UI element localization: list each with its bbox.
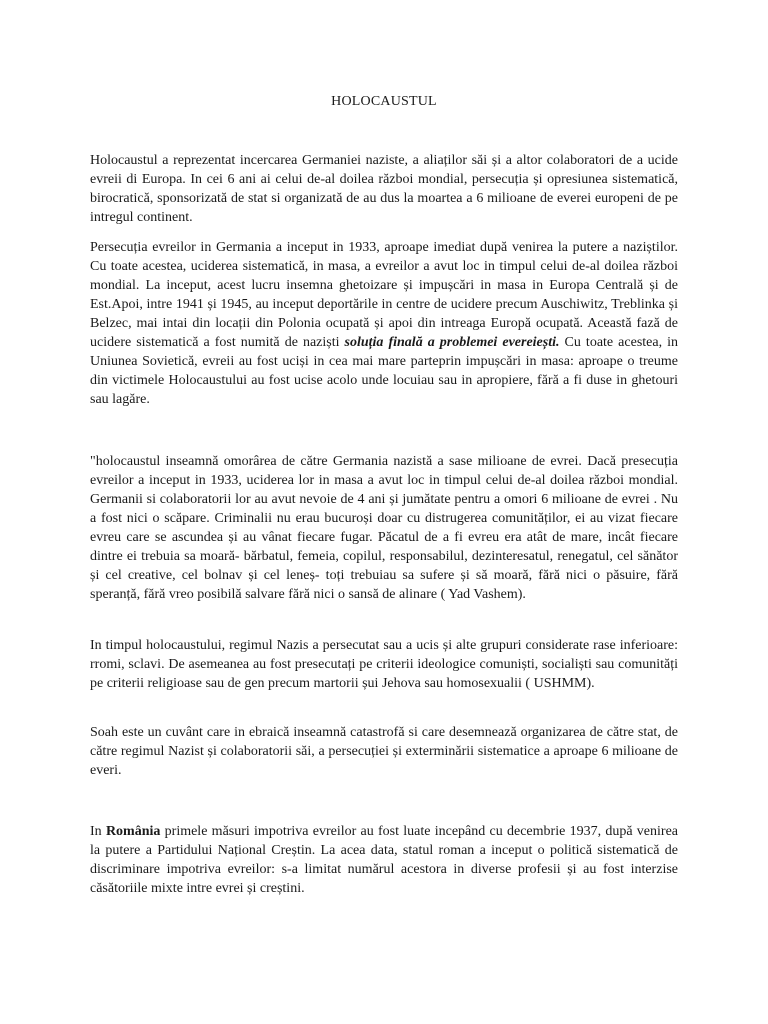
paragraph-other-groups	[90, 636, 678, 693]
paragraph-quote-yad-vashem	[90, 452, 678, 604]
paragraph-persecution	[90, 238, 678, 409]
paragraph-romania-text-a: In	[90, 824, 106, 839]
paragraph-romania-text-b: primele măsuri impotriva evreilor au fost luate incepând cu decembrie 1937, după venirea la putere a Partidului Național Creștin. La acea data, statul roman a inceput o politică sistematică de discriminare impotriva evreilor: s-a limitat numărul acestora in diverse profesii și au fost interzise căsătoriile mixte intre evrei și creștini.	[90, 824, 678, 896]
romania-emphasis: România	[105, 824, 161, 839]
document-title: HOLOCAUSTUL	[331, 94, 437, 109]
final-solution-emphasis: soluția finală a problemei evereiești.	[344, 335, 560, 350]
paragraph-shoah	[90, 723, 678, 780]
paragraph-intro-text: Holocaustul a reprezentat incercarea Germaniei naziste, a aliaților săi și a altor colaboratori de a ucide evreii di Europa. In cei 6 ani ai celui de-al doilea război mondial, persecuția și opresiunea sistematică, birocratică, sponsorizată de stat si organizată de au dus la moartea a 6 milioane de everei europeni de pe intregul continent.	[90, 153, 678, 225]
paragraph-shoah-text: Soah este un cuvânt care in ebraică inseamnă catastrofă si care desemnează organizarea de către stat, de către regimul Nazist și colaboratorii săi, a persecuției și exterminării sistematice a aproape 6 milioane de everi.	[90, 725, 678, 778]
paragraph-intro	[90, 151, 678, 227]
paragraph-persecution-text-a: Persecuția evreilor in Germania a inceput in 1933, aproape imediat după venirea la putere a naziștilor. Cu toate acestea, uciderea sistematică, in masa, a evreilor a avut loc in timpul celui de-al doilea război mondial. La inceput, acest lucru insemna ghetoizare și impușcări in masa in Europa Centrală și de Est.Apoi, intre 1941 și 1945, au inceput deportările in centre de ucidere precum Auschiwitz, Treblinka și Belzec, mai intai din locații din Polonia ocupată și apoi din intreaga Europă ocupată. Această fază de ucidere sistematică a fost numită de naziști	[90, 240, 678, 350]
paragraph-romania	[90, 822, 678, 898]
paragraph-other-groups-text: In timpul holocaustului, regimul Nazis a persecutat sau a ucis și alte grupuri considerate rase inferioare: rromi, sclavi. De asemeanea au fost presecutați pe criterii ideologice comuniști, socialiști sau comunități pe criterii religioase sau de gen precum martorii șui Jehova sau homosexualii ( USHMM).	[90, 638, 678, 691]
paragraph-quote-text: "holocaustul inseamnă omorârea de către Germania nazistă a sase milioane de evrei. Dacă presecuția evreilor a inceput in 1933, uciderea lor in masa a avut loc in timpul celui de-al doilea război mondial. Germanii si colaboratorii lor au avut nevoie de 4 ani și jumătate pentru a omori 6 milioane de evrei . Nu a fost nici o scăpare. Criminalii nu erau bucuroși doar cu distrugerea comunităților, ei au vizat fiecare evreu care se ascundea și au vânat fiecare fugar. Păcatul de a fi evreu era atât de mare, incât fiecare dintre ei trebuia sa moară- bărbatul, femeia, copilul, responsabilul, dezinteresatul, renegatul, cel sănător și cel creative, cel bolnav și cel leneș- toți trebuiau sa sufere și să moară, fără nici o păsuire, fără speranță, fără vreo posibilă salvare fără nici o sansă de alinare ( Yad Vashem).	[90, 454, 678, 602]
paragraph-persecution-text-b: Cu toate acestea, in Uniunea Sovietică, evreii au fost uciși in cea mai mare parteprin impușcări in masa: aproape o treume din victimele Holocaustului au fost ucise acolo unde locuiau sau in apropiere, fără a fi duse in ghetouri sau lagăre.	[90, 335, 679, 407]
